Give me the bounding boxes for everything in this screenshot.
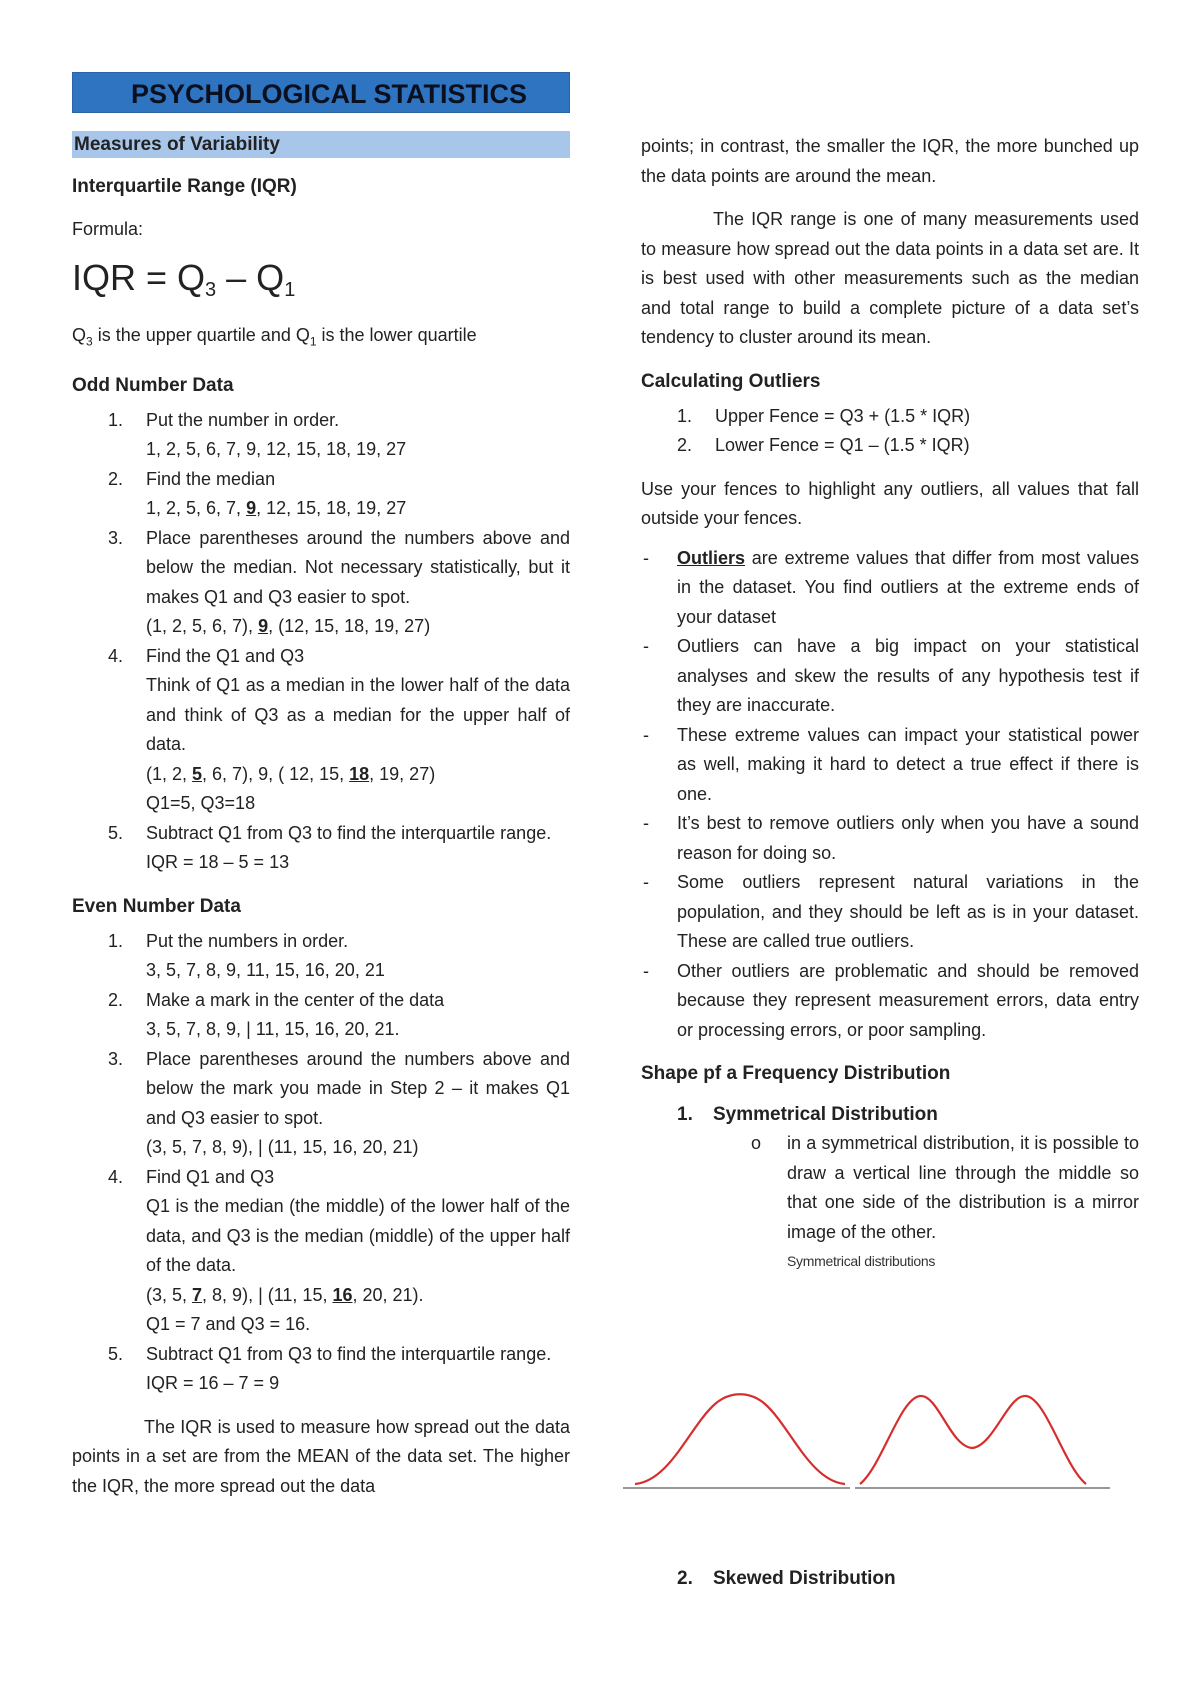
left-column [72,72,570,1501]
list-item: 5. Subtract Q1 from Q3 to find the interquartile range. IQR = 18 – 5 = 13 [108,822,552,873]
even-steps-list [72,927,570,1399]
list-item: - Outliers are extreme values that differ from most values in the dataset. You find outliers at the extreme ends of your dataset [641,544,1139,633]
quartile-definition: $Q_3$ is the upper quartile and $Q_1$ is the lower quartile [72,324,477,349]
odd-steps-list [72,406,570,878]
list-item: - Outliers can have a big impact on your statistical analyses and skew the results of any hypothesis test if they are inaccurate. [641,632,1139,721]
list-item: 3. Place parentheses around the numbers above and below the median. Not necessary statistically, but it makes Q1 and Q3 easier to spot. (1, 2, 5, 6, 7), 9, (12, 15, 18, 19, 27) [108,527,570,637]
list-item: - These extreme values can impact your statistical power as well, making it hard to detect a true effect if there is one. [641,721,1139,810]
unimodal-curve [635,1394,845,1484]
list-item: 2. Lower Fence = Q1 – (1.5 * IQR) [677,435,970,455]
list-item: 4. Find Q1 and Q3 Q1 is the median (the middle) of the lower half of the data, and Q3 is the median (middle) of the upper half of the data. (3, 5, 7, 8, 9), | (11, 15, 16, 20, 21). Q1 = 7 and Q3 = 16. [108,1166,570,1335]
list-item: 3. Place parentheses around the numbers above and below the mark you made in Step 2 – it makes Q1 and Q3 easier to spot. (3, 5, 7, 8, 9), | (11, 15, 16, 20, 21) [108,1048,570,1158]
list-item: - Some outliers represent natural variations in the population, and they should be left as is in your dataset. These are called true outliers. [641,868,1139,957]
list-item: - Other outliers are problematic and should be removed because they represent measurement errors, data entry or processing errors, or poor sampling. [641,957,1139,1046]
iqr-usage-paragraph: The IQR range is one of many measurements used to measure how spread out the data points in a data set are. It is best used with other measurements such as the median and total range to build a complete picture of a data set’s tendency to cluster around its mean. [641,209,1139,347]
fences-list [641,402,1139,461]
list-item: 1. Put the numbers in order. 3, 5, 7, 8, 9, 11, 15, 16, 20, 21 [108,930,385,981]
shape-heading: Shape pf a Frequency Distribution [641,1063,951,1084]
fences-intro: Use your fences to highlight any outliers, all values that fall outside your fences. [641,478,1139,528]
list-item: 1. Upper Fence = Q3 + (1.5 * IQR) [677,405,971,426]
outliers-bullet-list [641,544,1139,1046]
list-item: 2. Find the median 1, 2, 5, 6, 7, 9, 12, 15, 18, 19, 27 [108,468,407,519]
symmetrical-bullet: o in a symmetrical distribution, it is possible to draw a vertical line through the middle so that one side of the distribution is a mirror image of the other. [751,1133,1139,1242]
bimodal-curve [860,1396,1086,1484]
symmetrical-item: 1. Symmetrical Distribution [677,1104,938,1125]
iqr-explanation-continued: points; in contrast, the smaller the IQR, the more bunched up the data points are around the mean. [641,136,1139,186]
symmetrical-distribution-figure [620,1386,1140,1496]
list-item: 1. Put the number in order. 1, 2, 5, 6, 7, 9, 12, 15, 18, 19, 27 [108,409,407,460]
page-title: PSYCHOLOGICAL STATISTICS [72,72,570,113]
iqr-formula: IQR = $Q_3 - Q_1$ [72,256,296,301]
iqr-explanation-paragraph: The IQR is used to measure how spread out the data points in a set are from the MEAN of the data set. The higher the IQR, the more spread out the data [72,1416,570,1496]
list-item: 2. Make a mark in the center of the data 3, 5, 7, 8, 9, | 11, 15, 16, 20, 21. [108,989,445,1040]
figure-caption: Symmetrical distributions [787,1253,936,1269]
formula-label: Formula: [72,219,144,239]
list-item: - It’s best to remove outliers only when you have a sound reason for doing so. [641,809,1139,868]
skewed-item: 2. Skewed Distribution [677,1568,896,1589]
outliers-heading: Calculating Outliers [641,370,821,392]
even-data-heading: Even Number Data [72,895,241,917]
list-item: 4. Find the Q1 and Q3 Think of Q1 as a median in the lower half of the data and think of Q3 as a median for the upper half of data. (1, 2, 5, 6, 7), 9, ( 12, 15, 18, 19, 27) Q1=5, Q3=18 [108,645,570,814]
odd-data-heading: Odd Number Data [72,374,234,396]
iqr-heading: Interquartile Range (IQR) [72,176,297,197]
right-column [641,132,1139,1269]
section-heading: Measures of Variability [72,131,570,158]
list-item: 5. Subtract Q1 from Q3 to find the interquartile range. IQR = 16 – 7 = 9 [108,1343,552,1394]
